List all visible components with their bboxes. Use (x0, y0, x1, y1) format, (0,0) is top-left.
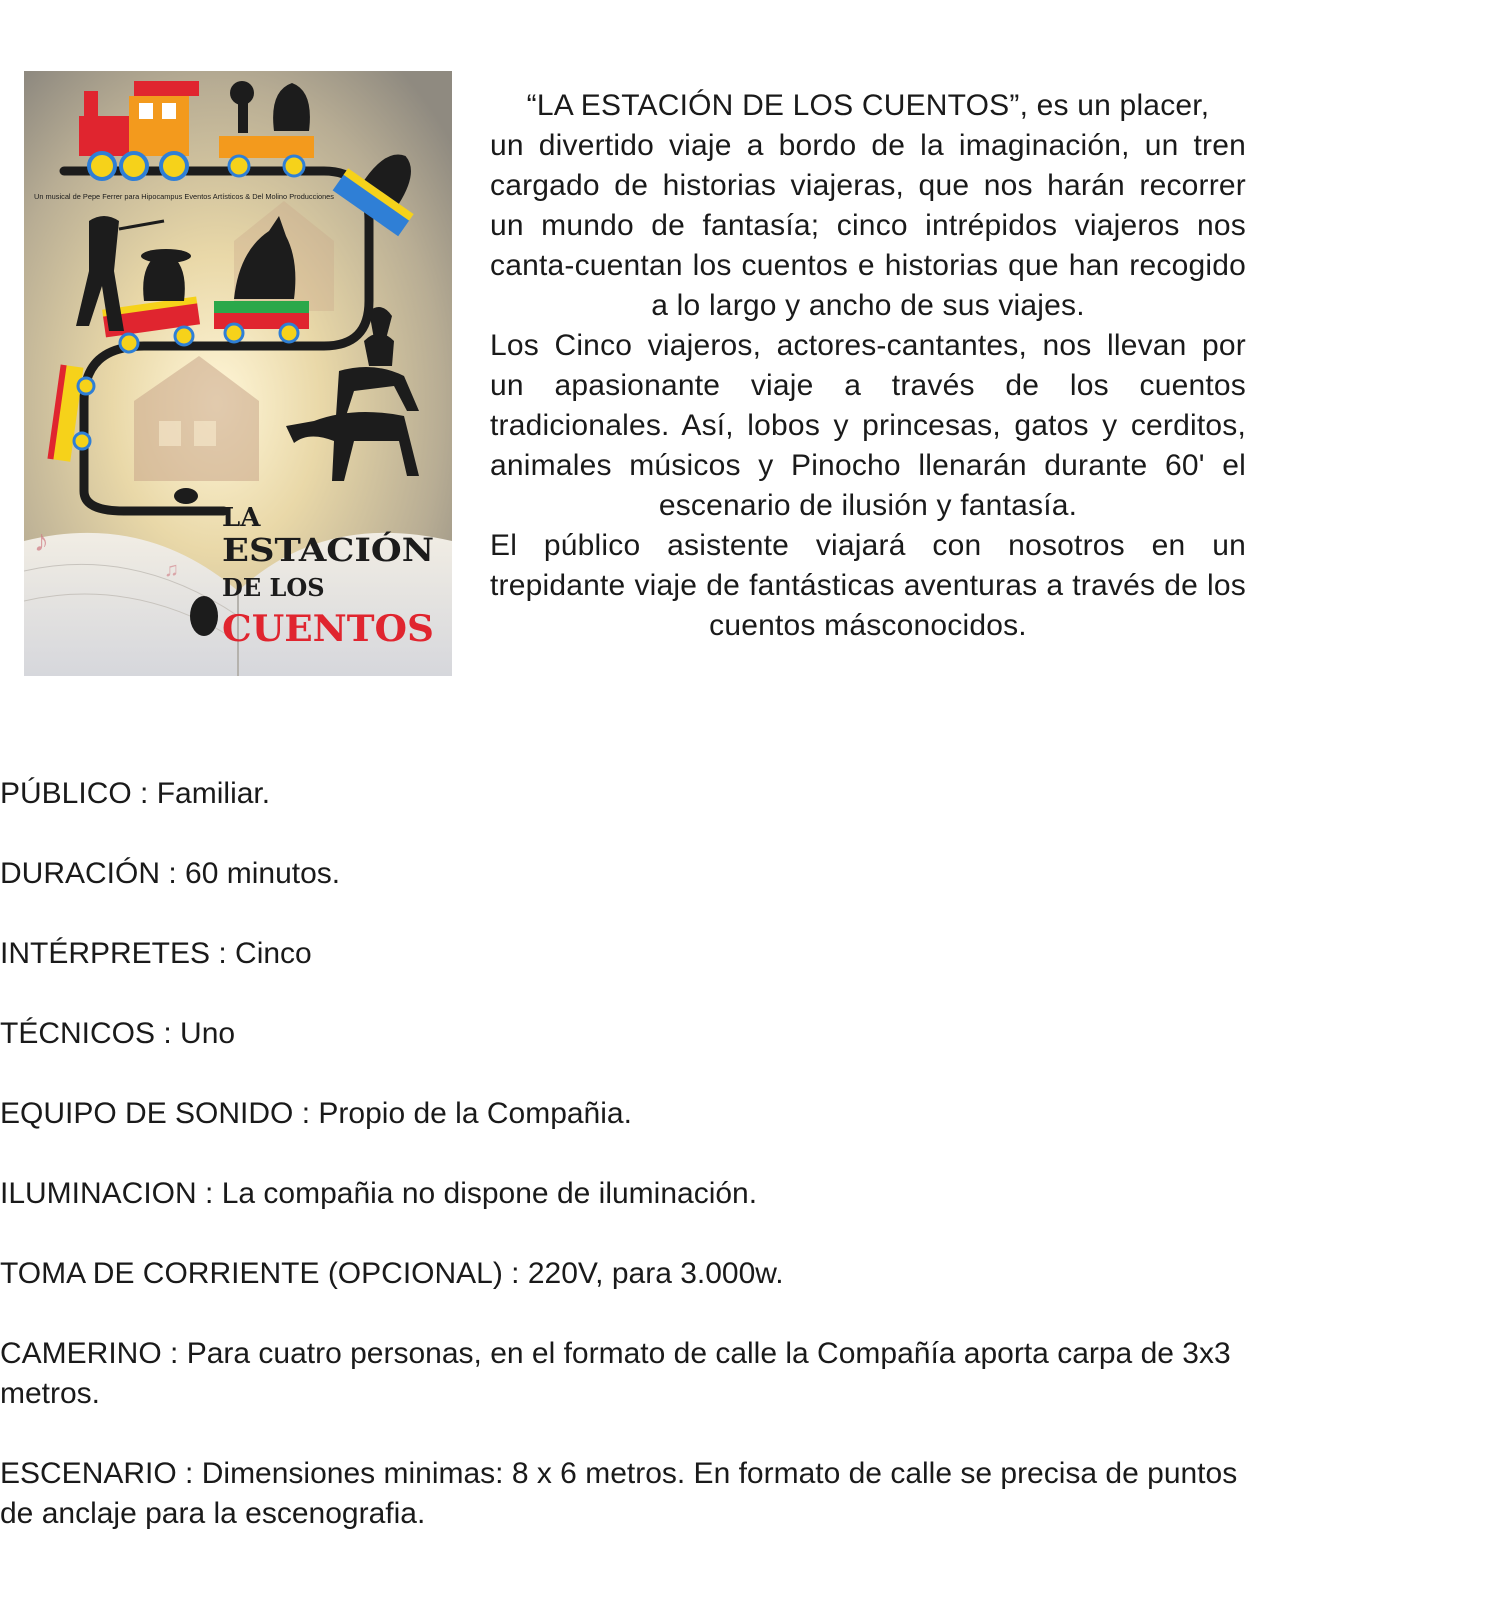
description-paragraph-3: El público asistente viajará con nosotros en un trepidante viaje de fantásticas aventuras a través de los cuentos másconocidos. (490, 529, 1246, 642)
spec-publico: PÚBLICO : Familiar. (0, 777, 271, 810)
spec-interpretes: INTÉRPRETES : Cinco (0, 937, 312, 970)
spec-tecnicos: TÉCNICOS : Uno (0, 1017, 236, 1050)
show-description (490, 86, 1246, 646)
spec-equipo-sonido: EQUIPO DE SONIDO : Propio de la Compañia. (0, 1097, 632, 1130)
show-poster (24, 71, 452, 676)
description-intro-line: “LA ESTACIÓN DE LOS CUENTOS”, es un placer, (526, 89, 1210, 122)
poster-credit: Un musical de Pepe Ferrer para Hipocampus Eventos Artísticos & Del Molino Producciones (34, 192, 335, 201)
poster-title-line2: ESTACIÓN (222, 531, 434, 569)
mouse-icon (174, 488, 198, 504)
spec-escenario: ESCENARIO : Dimensiones minimas: 8 x 6 metros. En formato de calle se precisa de puntos de anclaje para la escenografia. (0, 1457, 1238, 1530)
spec-camerino: CAMERINO : Para cuatro personas, en el formato de calle la Compañía aporta carpa de 3x3 metros. (0, 1337, 1231, 1410)
mouse-icon (190, 596, 218, 636)
spec-iluminacion: ILUMINACION : La compañia no dispone de iluminación. (0, 1177, 758, 1210)
poster-title-line3: DE LOS (222, 573, 325, 602)
spec-toma-corriente: TOMA DE CORRIENTE (OPCIONAL) : 220V, para 3.000w. (0, 1257, 784, 1290)
poster-title-line4: CUENTOS (222, 608, 434, 650)
spec-duracion: DURACIÓN : 60 minutos. (0, 857, 341, 890)
music-note-icon: ♪ (34, 525, 49, 558)
locomotive-icon (79, 81, 199, 179)
description-paragraph-2: Los Cinco viajeros, actores-cantantes, nos llevan por un apasionante viaje a través de los cuentos tradicionales. Así, lobos y princesas, gatos y cerditos, animales músicos y Pinocho llenarán durante 60' el escenario de ilusión y fantasía. (490, 329, 1246, 522)
poster-title-line1: LA (222, 503, 261, 533)
technical-specs (0, 774, 1250, 1574)
music-note-icon: ♫ (164, 559, 179, 581)
description-paragraph-1: un divertido viaje a bordo de la imaginación, un tren cargado de historias viajeras, que nos harán recorrer un mundo de fantasía; cinco intrépidos viajeros nos canta-cuentan los cuentos e historias que han recogido a lo largo y ancho de sus viajes. (490, 129, 1246, 322)
